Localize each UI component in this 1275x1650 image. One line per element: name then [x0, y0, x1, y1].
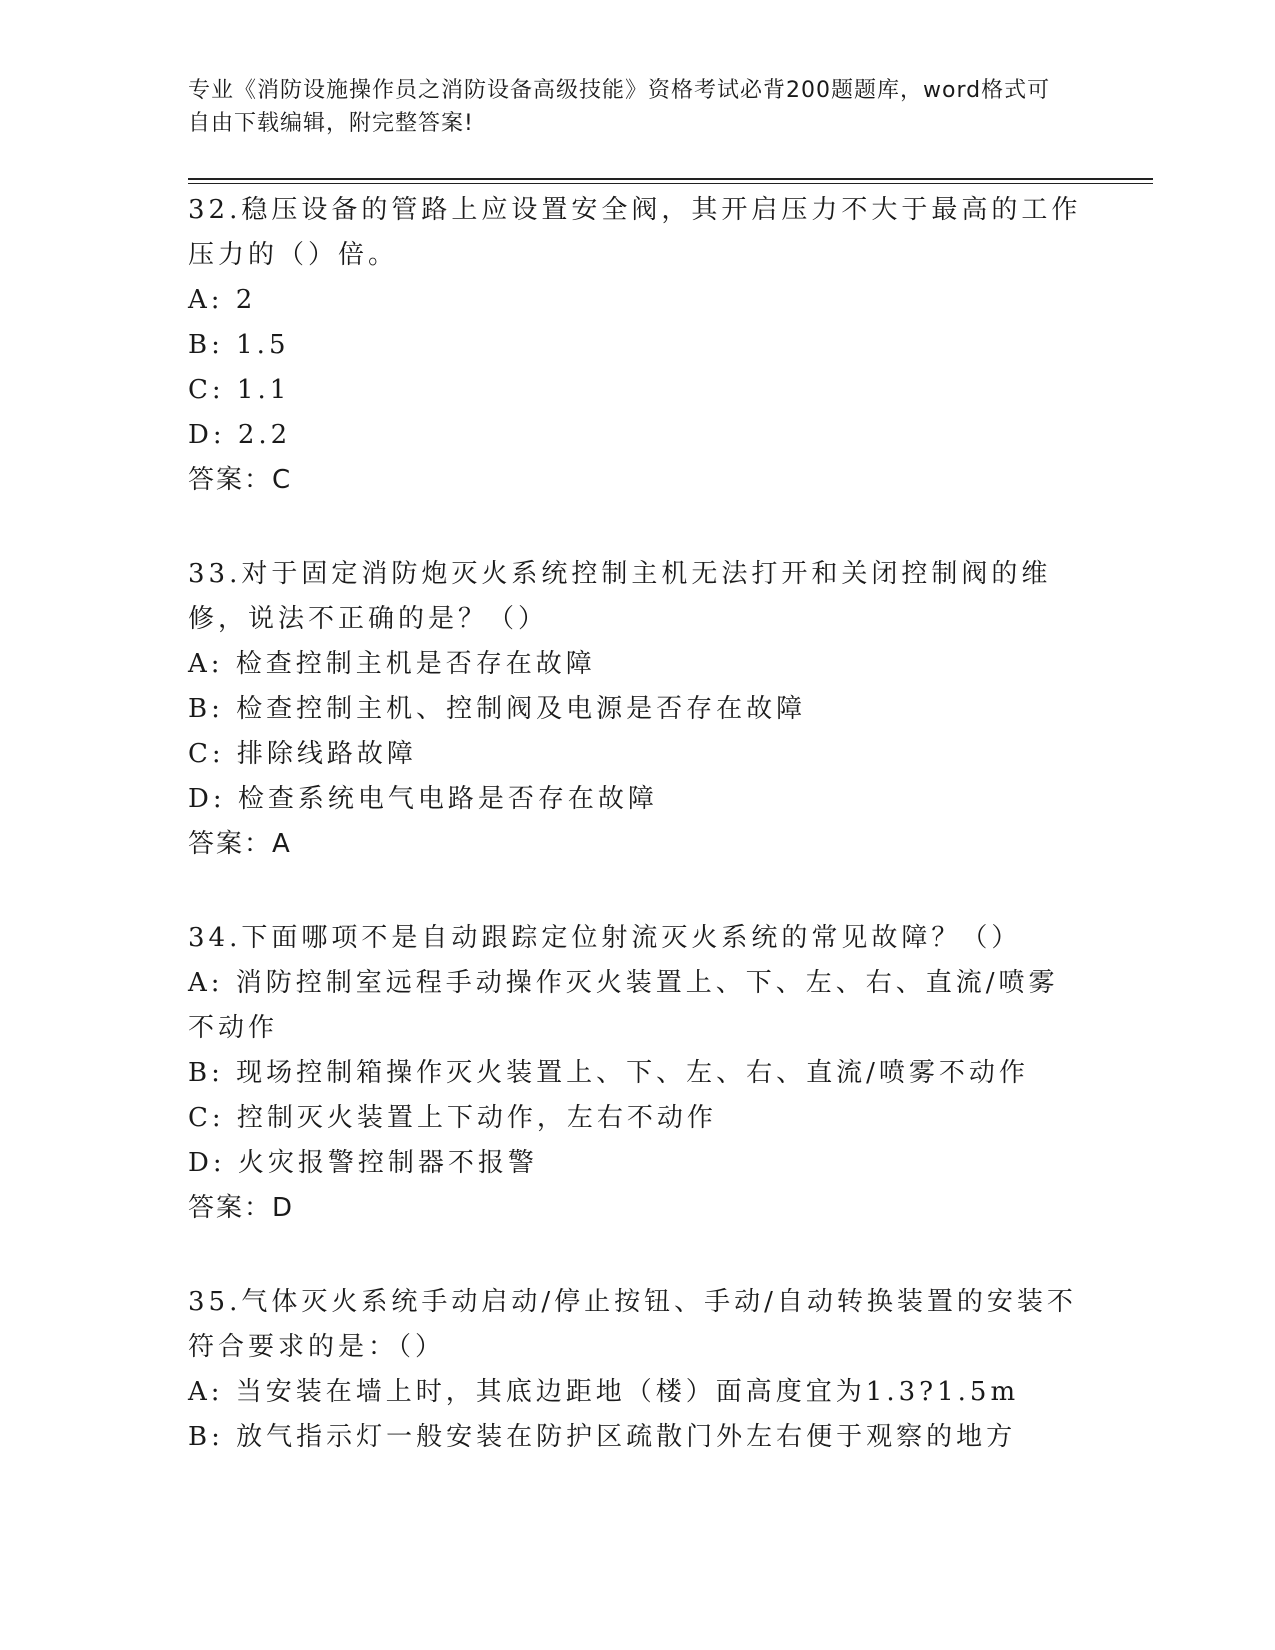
option-c: C: 1.1 [188, 375, 291, 405]
header-text: 专业《消防设施操作员之消防设备高级技能》资格考试必背200题题库，word格式可自由下载编辑，附完整答案! [188, 78, 1051, 136]
option-c: C: 排除线路故障 [188, 739, 417, 769]
option-a: A: 当安装在墙上时，其底边距地（楼）面高度宜为1.3?1.5m [188, 1377, 1020, 1407]
answer-line: 答案：A [188, 829, 292, 859]
question-stem: 34.下面哪项不是自动跟踪定位射流灭火系统的常见故障？（） [188, 923, 1022, 953]
option-b: B: 放气指示灯一般安装在防护区疏散门外左右便于观察的地方 [188, 1422, 1017, 1452]
option-a: A: 检查控制主机是否存在故障 [188, 649, 596, 679]
header-divider-thin [188, 183, 1153, 184]
question-list [188, 188, 1088, 1460]
answer-line: 答案：C [188, 465, 293, 495]
question-stem: 32.稳压设备的管路上应设置安全阀，其开启压力不大于最高的工作压力的（）倍。 [188, 195, 1082, 270]
question-33 [188, 552, 1088, 867]
answer-line: 答案：D [188, 1193, 295, 1223]
question-34 [188, 916, 1088, 1231]
option-a: A: 2 [188, 285, 257, 315]
question-32 [188, 188, 1088, 503]
question-35 [188, 1280, 1088, 1460]
option-b: B: 1.5 [188, 330, 290, 360]
option-c: C: 控制灭火装置上下动作，左右不动作 [188, 1103, 717, 1133]
question-stem: 33.对于固定消防炮灭火系统控制主机无法打开和关闭控制阀的维修，说法不正确的是？（） [188, 559, 1052, 634]
option-d: D: 2.2 [188, 420, 292, 450]
header-divider-thick [188, 178, 1153, 180]
document-header [188, 74, 1068, 140]
option-d: D: 火灾报警控制器不报警 [188, 1148, 538, 1178]
option-a: A: 消防控制室远程手动操作灭火装置上、下、左、右、直流/喷雾不动作 [188, 968, 1059, 1043]
question-stem: 35.气体灭火系统手动启动/停止按钮、手动/自动转换装置的安装不符合要求的是：（） [188, 1287, 1077, 1362]
option-b: B: 检查控制主机、控制阀及电源是否存在故障 [188, 694, 807, 724]
option-b: B: 现场控制箱操作灭火装置上、下、左、右、直流/喷雾不动作 [188, 1058, 1029, 1088]
option-d: D: 检查系统电气电路是否存在故障 [188, 784, 658, 814]
